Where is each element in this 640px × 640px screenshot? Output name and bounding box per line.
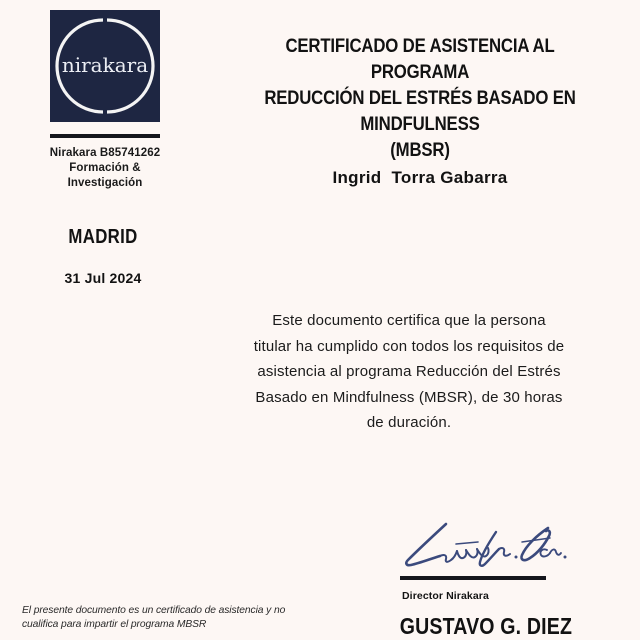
organization-caption-line-1: Nirakara B85741262	[49, 147, 161, 159]
certificate-body-line-3: asistencia al programa Reducción del Estrés	[257, 363, 561, 380]
signatory-printed-name: GUSTAVO G. DIEZ	[399, 613, 573, 639]
signature-line-rule	[400, 576, 546, 580]
certificate-body-line-4: Basado en Mindfulness (MBSR), de 30 horas	[255, 388, 563, 406]
certificate-body-line-1: Este documento certifica que la persona	[272, 312, 546, 329]
certificate-title-line-2: REDUCCIÓN DEL ESTRÉS BASADO EN MINDFULNESS	[264, 87, 576, 135]
handwritten-signature	[398, 522, 578, 574]
certificate-title-line-3: (MBSR)	[390, 139, 450, 161]
organization-caption-line-3: Investigación	[67, 177, 143, 189]
signature-block	[398, 522, 578, 640]
issue-place: MADRID	[68, 226, 138, 248]
logo-divider-rule	[50, 134, 160, 138]
logo-wordmark-text: nirakara	[61, 53, 149, 77]
certificate-body-line-5: de duración.	[366, 414, 452, 431]
signatory-role: Director Nirakara	[402, 590, 489, 602]
issue-date: 31 Jul 2024	[64, 270, 142, 286]
organization-caption	[22, 146, 188, 191]
certificate-title	[246, 33, 593, 163]
organization-caption-line-2: Formación &	[69, 162, 141, 174]
certificate-body-line-2: titular ha cumplido con todos los requisitos de	[253, 337, 565, 355]
certificate-body-text	[222, 308, 596, 436]
recipient-name: Ingrid Torra Gabarra	[332, 168, 508, 187]
footer-disclaimer-line-2: cualifica para impartir el programa MBSR	[22, 619, 207, 630]
organization-logo-block	[22, 10, 188, 191]
certificate-title-line-1: CERTIFICADO DE ASISTENCIA AL PROGRAMA	[285, 35, 555, 83]
nirakara-logo-mark	[50, 10, 160, 122]
footer-disclaimer-line-1: El presente documento es un certificado de asistencia y no	[22, 605, 286, 616]
footer-disclaimer	[22, 604, 322, 632]
